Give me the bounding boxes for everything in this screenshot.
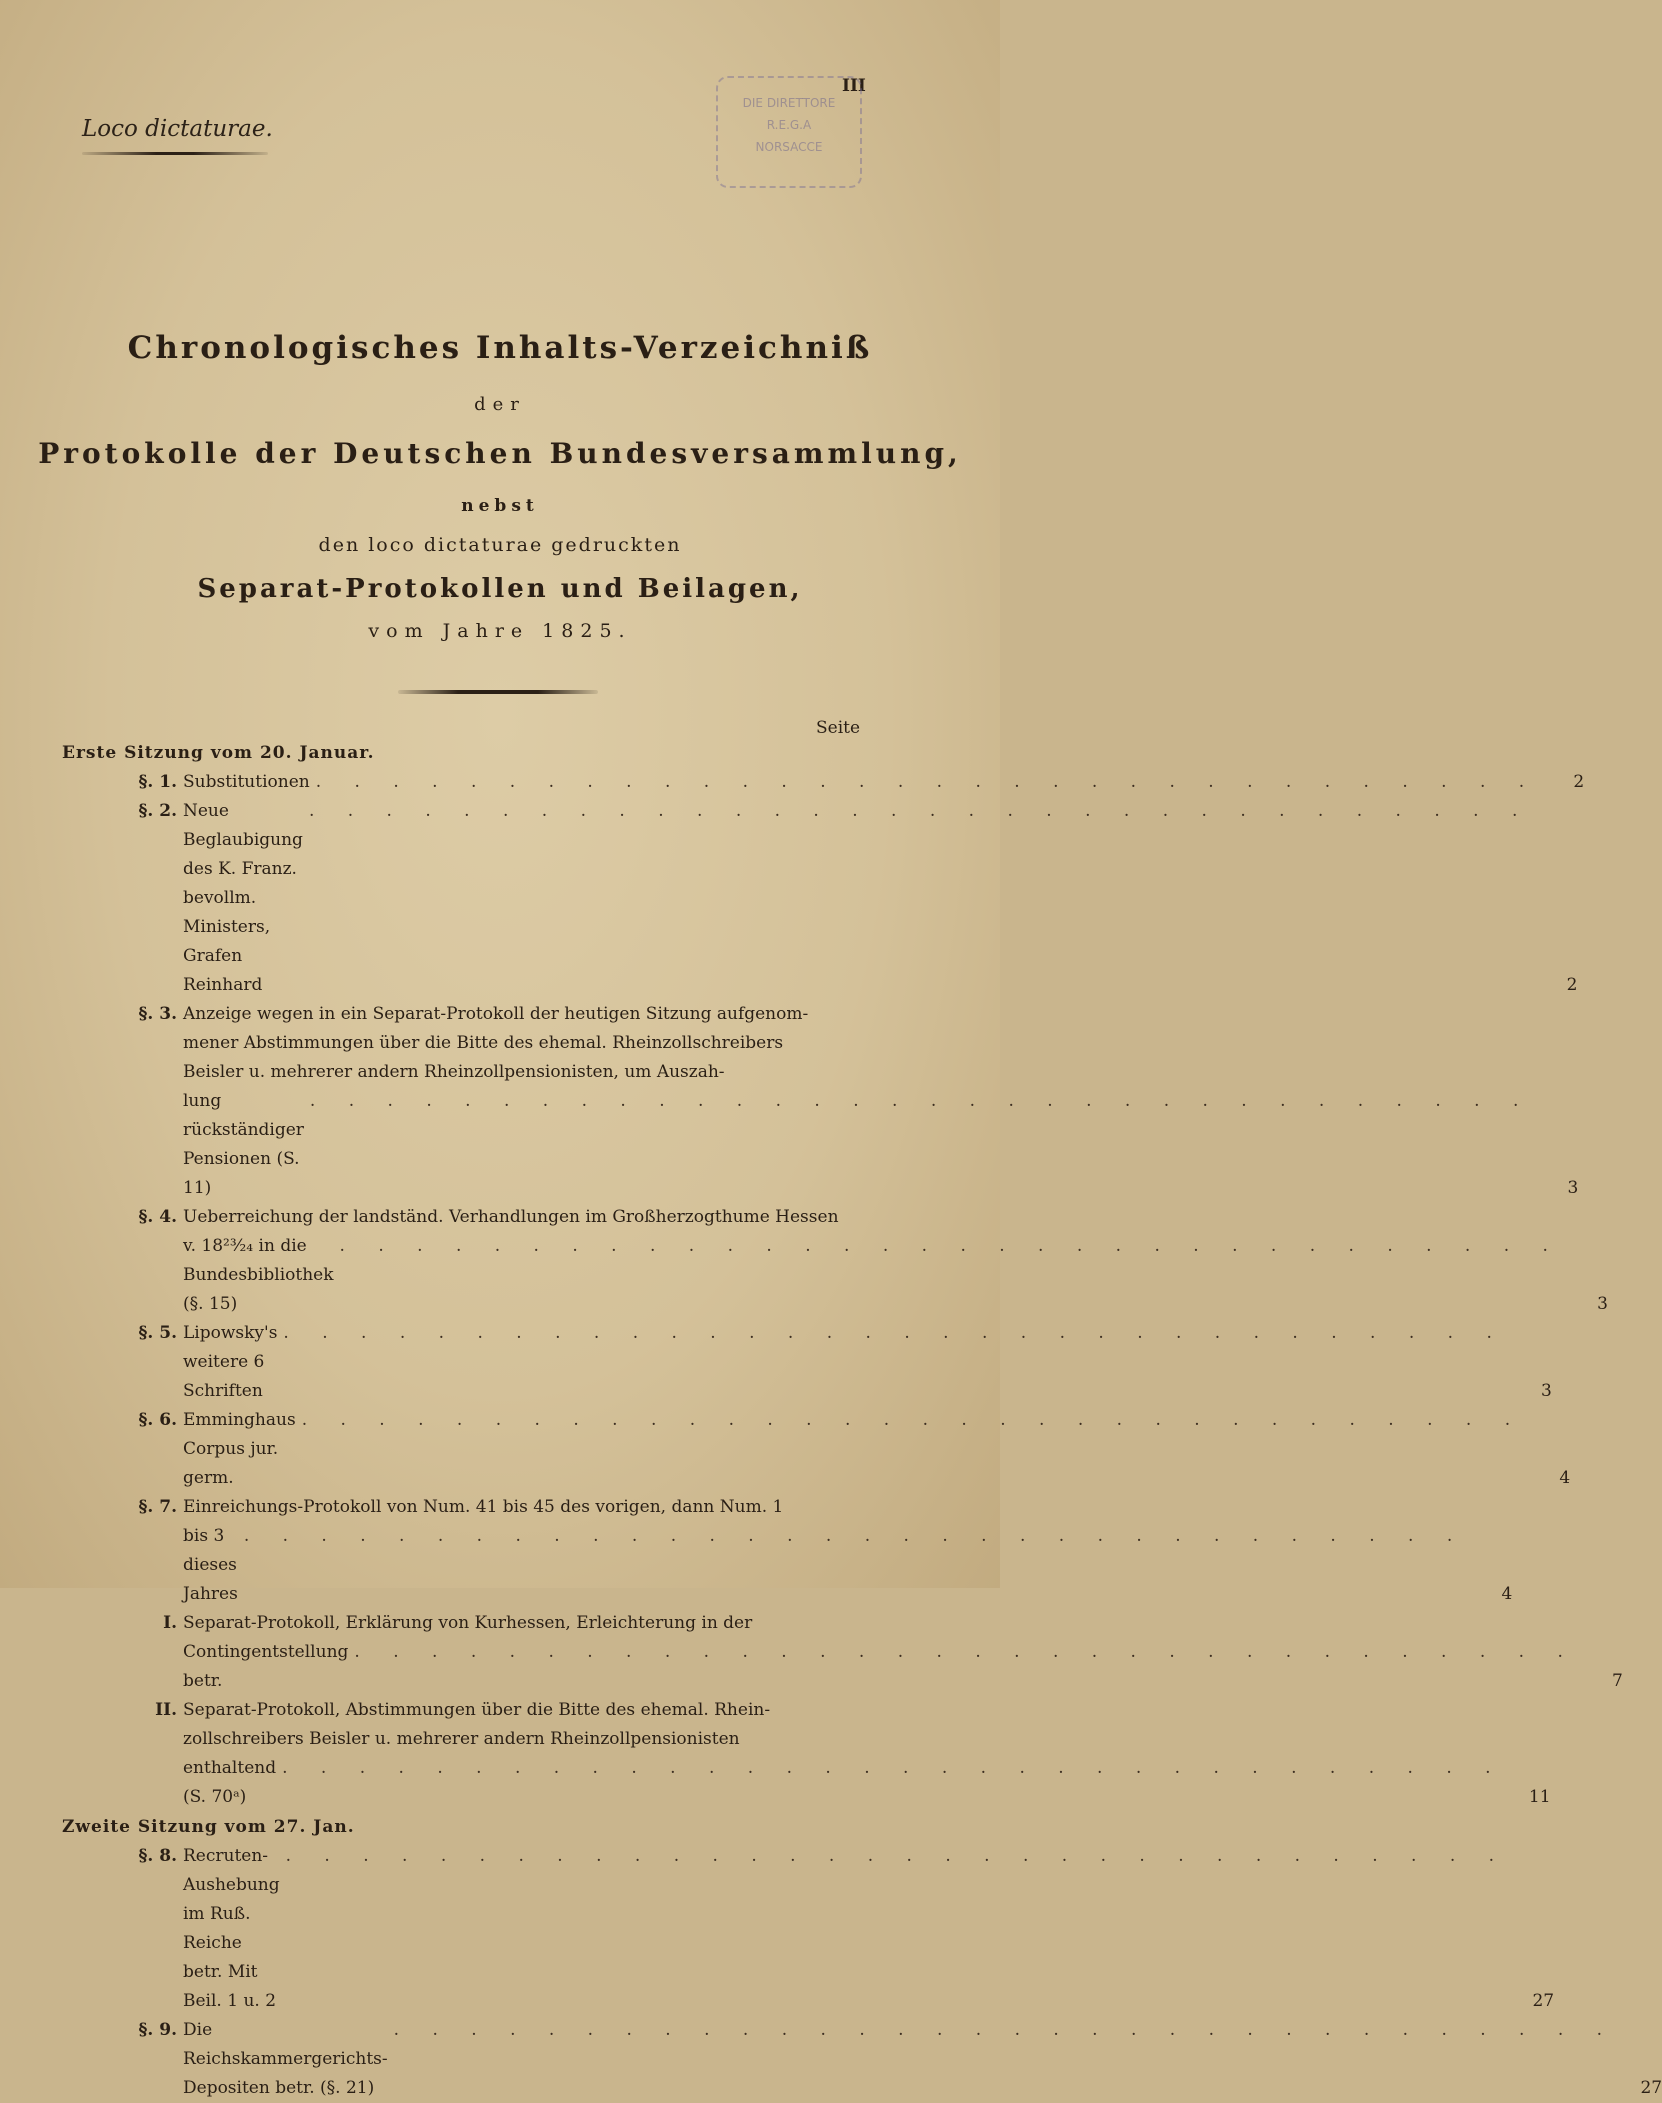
page-ref: 3 (1567, 1178, 1579, 1198)
entry-line-wrapper (183, 1842, 1514, 2016)
entry-line: Ueberreichung der landständ. Verhandlungen im Großherzogthume Hessen (183, 1207, 839, 1227)
section-number: §. 9. (138, 2020, 177, 2040)
stamp-line: DIE DIRETTORE (742, 96, 836, 110)
dot-leaders: . . . . . . . . . . . . . . . . . . . . . . . . . . . . . . . . (285, 1846, 1509, 1866)
section-number: §. 7. (138, 1497, 177, 1517)
page-ref: 27 (1532, 1991, 1555, 2011)
entry-text (183, 1203, 1568, 1319)
table-of-contents (62, 738, 1662, 2103)
entry-text (183, 1493, 1472, 1609)
entry-line-wrapper (183, 1087, 1538, 1203)
section-number: II. (155, 1700, 177, 1720)
toc-entry (62, 2016, 1662, 2103)
main-title: Chronologisches Inhalts-Verzeichniß (127, 330, 873, 366)
toc-entry (62, 1203, 1608, 1319)
dot-leaders: . . . . . . . . . . . . . . . . . . . . . . . . . . . . . . . . (282, 1758, 1505, 1778)
library-stamp (716, 76, 862, 188)
section-number: §. 8. (138, 1846, 177, 1866)
page-ref: 3 (1597, 1294, 1608, 1314)
entry-line: Neue Beglaubigung des K. Franz. bevollm. Ministers, Grafen Reinhard (183, 801, 303, 995)
section-number: §. 2. (138, 801, 177, 821)
section-number: §. 4. (138, 1207, 177, 1227)
title-divider (398, 690, 598, 694)
toc-entry (62, 768, 1585, 797)
entry-line: mener Abstimmungen über die Bitte des ehemal. Rheinzollschreibers (183, 1033, 784, 1053)
entry-text (183, 1609, 1583, 1696)
entry-line: Contingentstellung betr. (183, 1642, 349, 1691)
entry-line: enthaltend (S. 70ᵃ) (183, 1758, 277, 1807)
section-number: I. (163, 1613, 177, 1633)
page-ref: 3 (1541, 1381, 1552, 1401)
dot-leaders: . . . . . . . . . . . . . . . . . . . . . . . . . . . . . . . . (308, 801, 1532, 821)
toc-entry (62, 1406, 1571, 1493)
entry-line-wrapper (183, 1406, 1530, 1493)
page-column-label: Seite (816, 718, 861, 738)
entry-line: Separat-Protokoll, Erklärung von Kurhessen, Erleichterung in der (183, 1613, 753, 1633)
toc-entry (62, 797, 1578, 1000)
section-number: §. 3. (138, 1004, 177, 1024)
session-heading: Zweite Sitzung vom 27. Jan. (62, 1817, 355, 1837)
entry-text (183, 1696, 1511, 1812)
entry-line-wrapper (183, 1638, 1583, 1696)
entry-line: zollschreibers Beisler u. mehrerer andern Rheinzollpensionisten (183, 1729, 740, 1749)
entry-text (183, 2016, 1622, 2103)
entry-line-wrapper (183, 1754, 1511, 1812)
title-year: vom Jahre 1825. (368, 620, 632, 642)
entry-line-wrapper (183, 1696, 1511, 1725)
title-nebst: nebst (461, 496, 539, 516)
entry-line: v. 18²³⁄₂₄ in die Bundesbibliothek (§. 15) (183, 1236, 334, 1314)
entry-line-wrapper (183, 768, 1544, 797)
dot-leaders: . . . . . . . . . . . . . . . . . . . . . . . . . . . . . . . . (283, 1323, 1506, 1343)
entry-line: Die Reichskammergerichts-Depositen betr. (§. 21) (183, 2020, 388, 2098)
page-ref: 7 (1612, 1671, 1623, 1691)
toc-entry (62, 1609, 1623, 1696)
entry-text (183, 797, 1537, 1000)
running-header: Loco dictaturae. (82, 116, 273, 142)
entry-text (183, 1000, 1538, 1203)
entry-text (183, 1319, 1512, 1406)
entry-line: Emminghaus Corpus jur. germ. (183, 1410, 296, 1488)
page-ref: 27 (1640, 2078, 1662, 2098)
entry-line: bis 3 dieses Jahres (183, 1526, 238, 1604)
dot-leaders: . . . . . . . . . . . . . . . . . . . . . . . . . . . . . . . . (339, 1236, 1562, 1256)
entry-line-wrapper (183, 1493, 1472, 1522)
toc-entry (62, 1000, 1579, 1203)
entry-line-wrapper (183, 1232, 1568, 1319)
dot-leaders: . . . . . . . . . . . . . . . . . . . . . . . . . . . . . . . . (393, 2020, 1617, 2040)
entry-line: Separat-Protokoll, Abstimmungen über die Bitte des ehemal. Rhein- (183, 1700, 771, 1720)
page-ref: 4 (1559, 1468, 1571, 1488)
title-loco-dictaturae: den loco dictaturae gedruckten (318, 534, 682, 556)
entry-text (183, 1842, 1514, 2016)
toc-entry (62, 1319, 1552, 1406)
entry-line-wrapper (183, 1000, 1538, 1029)
entry-line-wrapper (183, 1725, 1511, 1754)
dot-leaders: . . . . . . . . . . . . . . . . . . . . . . . . . . . . . . . . (354, 1642, 1577, 1662)
title-der: der (474, 394, 526, 415)
header-ornament-rule (82, 152, 268, 155)
page-ref: 11 (1528, 1787, 1551, 1807)
session-heading: Erste Sitzung vom 20. Januar. (62, 743, 375, 763)
entry-line: Lipowsky's weitere 6 Schriften (183, 1323, 278, 1401)
page-ref: 2 (1566, 975, 1578, 995)
entry-text (183, 1406, 1530, 1493)
title-protokolle: Protokolle der Deutschen Bundesversammlung, (38, 437, 962, 470)
title-block (0, 320, 1000, 642)
section-number: §. 5. (138, 1323, 177, 1343)
dot-leaders: . . . . . . . . . . . . . . . . . . . . . . . . . . . . . . . . (309, 1091, 1533, 1111)
dot-leaders: . . . . . . . . . . . . . . . . . . . . . . . . . . . . . . . . (315, 772, 1539, 792)
dot-leaders: . . . . . . . . . . . . . . . . . . . . . . . . . . . . . . . . (301, 1410, 1525, 1430)
entry-line-wrapper (183, 1058, 1538, 1087)
toc-entry (62, 1842, 1555, 2016)
entry-line-wrapper (183, 1319, 1512, 1406)
entry-line-wrapper (183, 1203, 1568, 1232)
page-number: III (842, 76, 866, 96)
entry-line-wrapper (183, 797, 1537, 1000)
dot-leaders: . . . . . . . . . . . . . . . . . . . . . . . . . . . . . . . . (243, 1526, 1467, 1546)
page-ref: 2 (1573, 772, 1585, 792)
stamp-line: NORSACCE (755, 140, 823, 154)
entry-text (183, 768, 1544, 797)
entry-line: lung rückständiger Pensionen (S. 11) (183, 1091, 304, 1198)
section-number: §. 6. (138, 1410, 177, 1430)
page-ref: 4 (1501, 1584, 1513, 1604)
stamp-line: R.E.G.A (766, 118, 812, 132)
entry-line-wrapper (183, 1609, 1583, 1638)
toc-entry (62, 1493, 1513, 1609)
entry-line: Einreichungs-Protokoll von Num. 41 bis 45 des vorigen, dann Num. 1 (183, 1497, 784, 1517)
entry-line: Anzeige wegen in ein Separat-Protokoll der heutigen Sitzung aufgenom- (183, 1004, 809, 1024)
entry-line: Substitutionen (183, 772, 310, 792)
entry-line-wrapper (183, 1522, 1472, 1609)
entry-line: Recruten-Aushebung im Ruß. Reiche betr. Mit Beil. 1 u. 2 (183, 1846, 280, 2011)
entry-line: Beisler u. mehrerer andern Rheinzollpensionisten, um Auszah- (183, 1062, 725, 1082)
toc-entry (62, 1696, 1551, 1812)
title-separat-protokollen: Separat-Protokollen und Beilagen, (197, 574, 803, 604)
section-number: §. 1. (138, 772, 177, 792)
entry-line-wrapper (183, 2016, 1622, 2103)
entry-line-wrapper (183, 1029, 1538, 1058)
